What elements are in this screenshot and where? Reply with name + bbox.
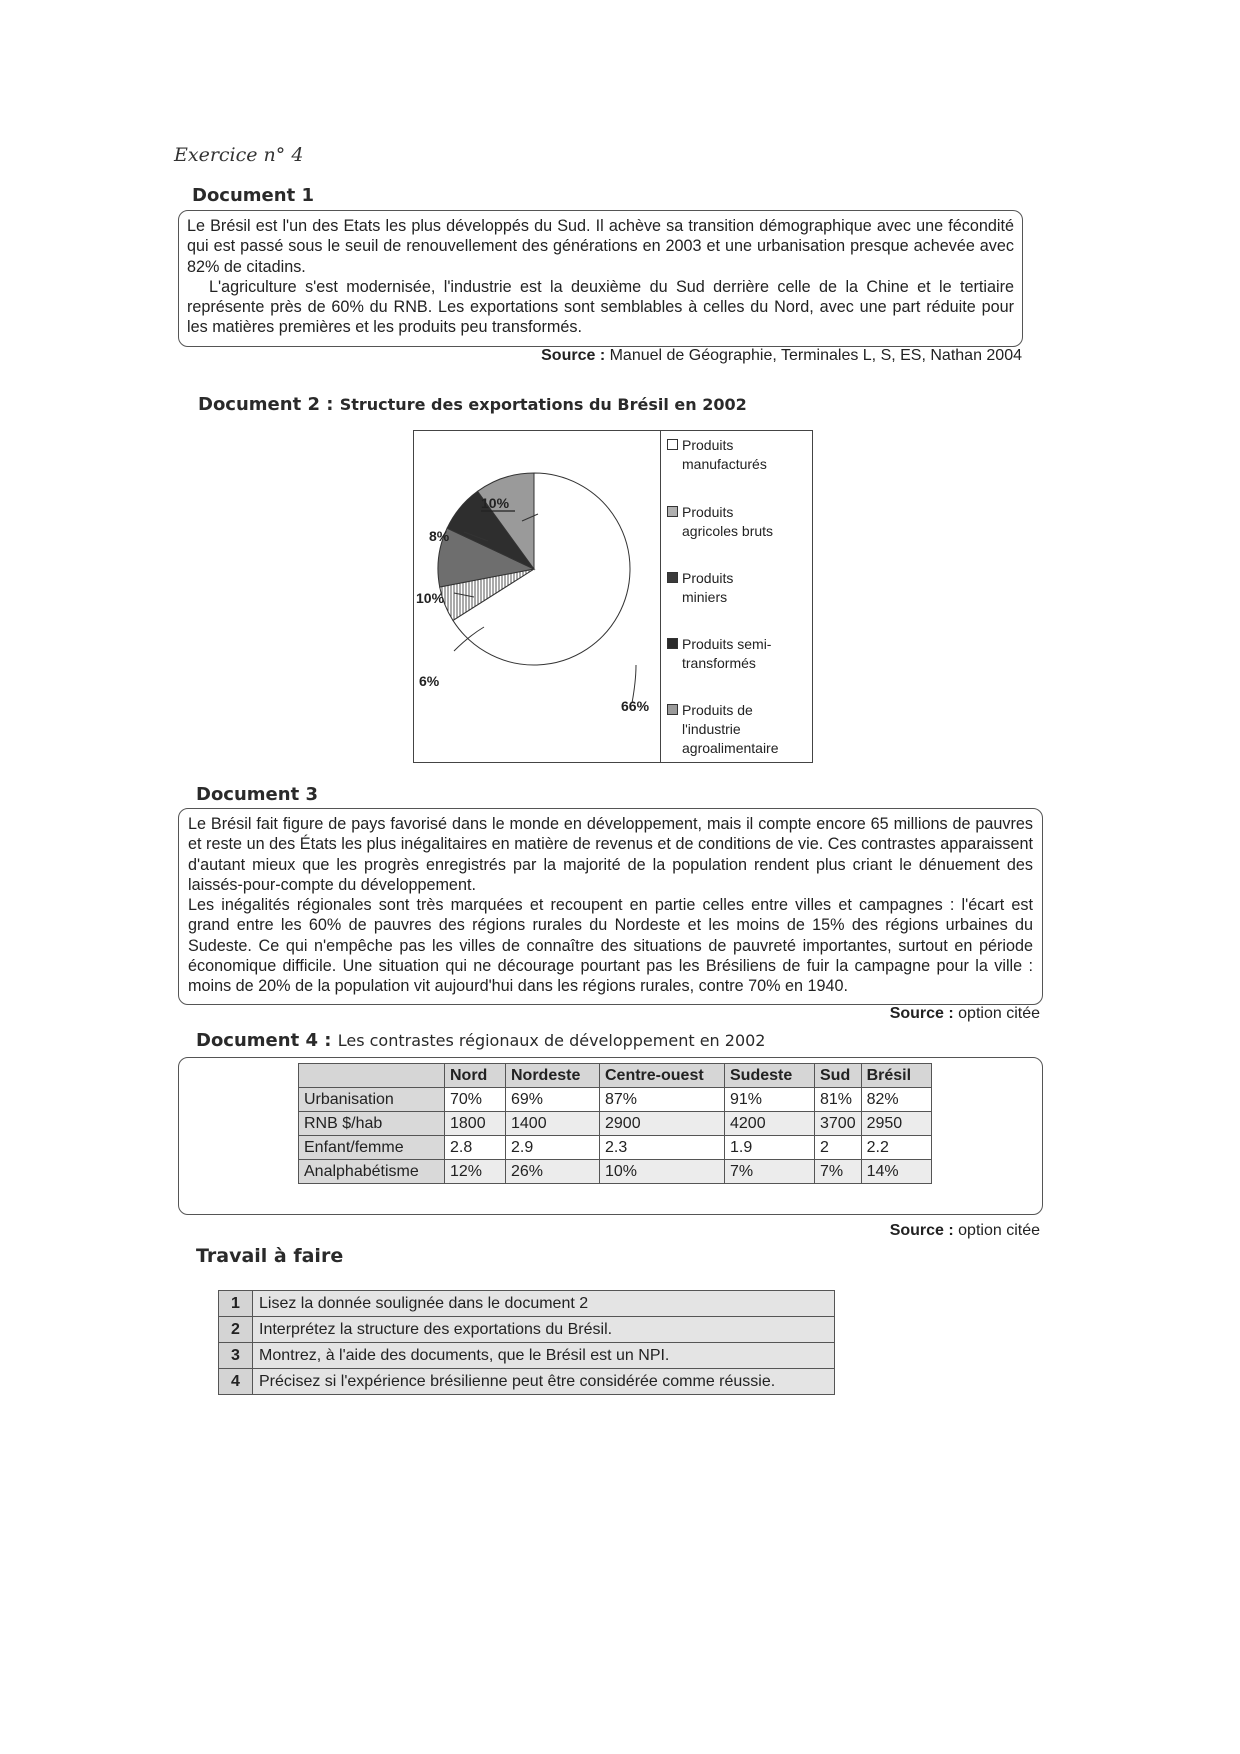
doc1-box [178, 210, 1023, 347]
slice-label-miniers: 10% [416, 590, 445, 606]
task-number: 4 [219, 1369, 253, 1395]
table-cell: 2950 [861, 1112, 931, 1136]
regional-stats-table [298, 1063, 932, 1184]
doc1-paragraph-1: Le Brésil est l'un des Etats les plus développés du Sud. Il achève sa transition démographique avec une fécondité qui est passé sous le seuil de renouvellement des générations en 2003 et une urbanisation presque achevée avec 82% de citadins. [187, 217, 1014, 276]
table-header: Sud [815, 1064, 862, 1088]
doc3-paragraph-2: Les inégalités régionales sont très marquées et recoupent en partie celles entre villes et campagnes : l'écart est grand entre les 60% de pauvres des régions rurales du Nordeste et les moins de 15% des régions urbaines du Sudeste. Ce qui n'empêche pas les villes de connaître des situations de pauvreté importantes, surtout en période économique difficile. Une situation qui ne décourage pourtant pas les Brésiliens de fuir la campagne pour la ville : moins de 20% de la population vit aujourd'hui dans les régions rurales, contre 70% en 1940. [188, 896, 1033, 996]
table-cell: 12% [445, 1160, 506, 1184]
table-cell: 7% [815, 1160, 862, 1184]
table-row [299, 1112, 932, 1136]
legend-miniers-line2: miniers [682, 589, 728, 605]
doc2-chart-frame [413, 430, 813, 763]
legend-swatch-agro [667, 704, 678, 715]
slice-label-agricoles: 6% [419, 673, 440, 689]
doc3-source-label: Source : [889, 1005, 954, 1022]
task-number: 3 [219, 1343, 253, 1369]
doc4-title: Document 4 : [196, 1030, 332, 1051]
table-cell: 87% [600, 1088, 725, 1112]
doc2-subtitle: Structure des exportations du Brésil en 2002 [339, 395, 747, 414]
table-header: Centre-ouest [600, 1064, 725, 1088]
doc4-heading [196, 1030, 765, 1051]
table-cell: 1.9 [725, 1136, 815, 1160]
table-row-header: Urbanisation [299, 1088, 445, 1112]
chart-legend [660, 431, 812, 762]
table-row [299, 1160, 932, 1184]
legend-item-semi [667, 635, 792, 673]
legend-swatch-agricoles [667, 506, 678, 517]
legend-item-agricoles [667, 503, 792, 541]
task-text: Précisez si l'expérience brésilienne peut être considérée comme réussie. [253, 1369, 835, 1395]
table-cell: 10% [600, 1160, 725, 1184]
table-header: Nord [445, 1064, 506, 1088]
legend-semi-line2: transformés [682, 655, 756, 671]
table-cell: 2.8 [445, 1136, 506, 1160]
task-number: 2 [219, 1317, 253, 1343]
task-number: 1 [219, 1291, 253, 1317]
doc4-source [700, 1222, 1040, 1240]
table-cell: 1800 [445, 1112, 506, 1136]
table-cell: 2900 [600, 1112, 725, 1136]
legend-swatch-miniers [667, 572, 678, 583]
legend-manufactures-line1: Produits [682, 437, 734, 453]
task-text: Montrez, à l'aide des documents, que le Brésil est un NPI. [253, 1343, 835, 1369]
legend-item-miniers [667, 569, 792, 607]
doc1-paragraph-2: L'agriculture s'est modernisée, l'industrie est la deuxième du Sud derrière celle de la Chine et le tertiaire représente près de 60% du RNB. Les exportations sont semblables à celles du Nord, avec une part réduite pour les matières premières et les produits peu transformés. [187, 277, 1014, 337]
task-text: Interprétez la structure des exportations du Brésil. [253, 1317, 835, 1343]
legend-miniers-line1: Produits [682, 570, 734, 586]
table-header: Sudeste [725, 1064, 815, 1088]
task-row [219, 1291, 835, 1317]
table-cell: 3700 [815, 1112, 862, 1136]
table-header-row [299, 1064, 932, 1088]
doc1-source-label: Source : [541, 347, 606, 364]
table-header: Nordeste [506, 1064, 600, 1088]
table-header: Brésil [861, 1064, 931, 1088]
slice-label-agro: 10% [481, 495, 510, 511]
export-pie-chart [414, 431, 664, 762]
doc2-heading [198, 394, 747, 415]
doc3-box [178, 808, 1043, 1005]
doc3-paragraph-1: Le Brésil fait figure de pays favorisé dans le monde en développement, mais il compte encore 65 millions de pauvres et reste un des États les plus inégalitaires en matière de revenus et de conditions de vie. Ces contrastes apparaissent d'autant mieux que les progrès enregistrés par la majorité de la population rendent plus criant le dénuement des laissés-pour-compte du développement. [188, 815, 1033, 894]
table-cell: 2.9 [506, 1136, 600, 1160]
doc3-source-text: option citée [958, 1005, 1040, 1022]
table-cell: 81% [815, 1088, 862, 1112]
table-row [299, 1088, 932, 1112]
table-row-header: Enfant/femme [299, 1136, 445, 1160]
legend-agro-line2: l'industrie [682, 721, 741, 737]
table-cell: 69% [506, 1088, 600, 1112]
task-text: Lisez la donnée soulignée dans le document 2 [253, 1291, 835, 1317]
task-row [219, 1343, 835, 1369]
doc1-source [500, 347, 1022, 365]
doc2-title: Document 2 : [198, 394, 334, 415]
doc4-source-label: Source : [889, 1222, 954, 1239]
legend-swatch-manufactures [667, 439, 678, 450]
table-cell: 26% [506, 1160, 600, 1184]
doc1-source-text: Manuel de Géographie, Terminales L, S, ES, Nathan 2004 [609, 347, 1022, 364]
table-cell: 2 [815, 1136, 862, 1160]
work-title: Travail à faire [196, 1245, 344, 1267]
slice-label-manufactures: 66% [621, 698, 650, 714]
table-cell: 4200 [725, 1112, 815, 1136]
legend-item-agro [667, 701, 792, 758]
table-row [299, 1136, 932, 1160]
table-cell: 7% [725, 1160, 815, 1184]
slice-label-semi: 8% [429, 528, 450, 544]
legend-agro-line1: Produits de [682, 702, 753, 718]
legend-agro-line3: agroalimentaire [682, 740, 779, 756]
doc3-title: Document 3 [196, 784, 318, 805]
doc4-subtitle: Les contrastes régionaux de développement en 2002 [337, 1031, 766, 1050]
doc3-source [700, 1005, 1040, 1023]
table-cell: 82% [861, 1088, 931, 1112]
table-cell: 91% [725, 1088, 815, 1112]
doc1-title: Document 1 [192, 185, 314, 206]
legend-manufactures-line2: manufacturés [682, 456, 767, 472]
legend-agricoles-line2: agricoles bruts [682, 523, 774, 539]
legend-semi-line1: Produits semi- [682, 636, 772, 652]
table-cell: 2.2 [861, 1136, 931, 1160]
table-cell: 1400 [506, 1112, 600, 1136]
legend-swatch-semi [667, 638, 678, 649]
legend-agricoles-line1: Produits [682, 504, 734, 520]
legend-item-manufactures [667, 436, 792, 474]
table-cell: 70% [445, 1088, 506, 1112]
doc4-source-text: option citée [958, 1222, 1040, 1239]
task-row [219, 1369, 835, 1395]
task-row [219, 1317, 835, 1343]
table-row-header: RNB $/hab [299, 1112, 445, 1136]
table-header-corner [299, 1064, 445, 1088]
table-cell: 2.3 [600, 1136, 725, 1160]
table-cell: 14% [861, 1160, 931, 1184]
exercise-title: Exercice n° 4 [174, 144, 304, 166]
tasks-table [218, 1290, 835, 1395]
table-row-header: Analphabétisme [299, 1160, 445, 1184]
